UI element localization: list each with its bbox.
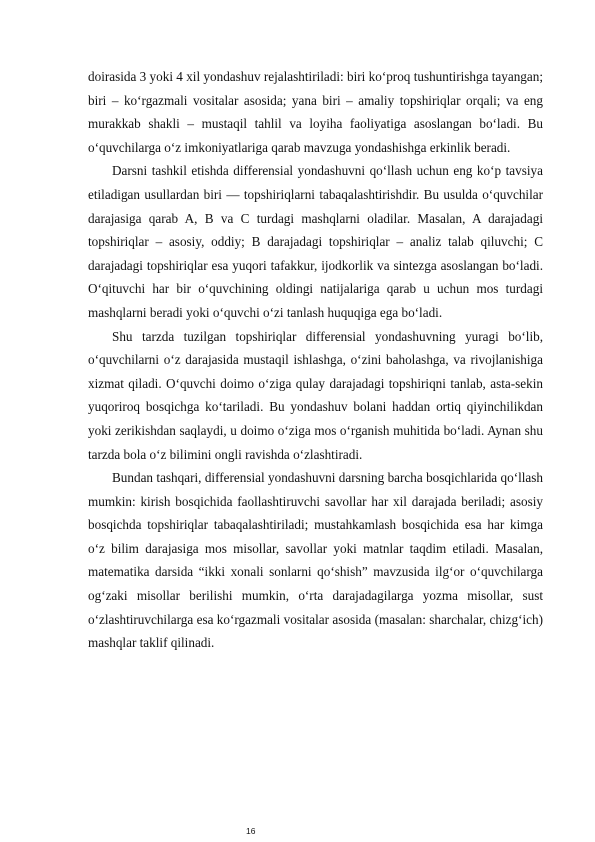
paragraph-4: Bundan tashqari, differensial yondashuvni darsning barcha bosqichlarida qo‘llash mumkin: kirish bosqichida faollashtiruvchi savollar har xil darajada beriladi; asosiy bosqichda topshiriqlar tabaqalashtiriladi; mustahkamlash bosqichida esa har kimga o‘z bilim darajasiga mos misollar, savollar yoki matnlar taqdim etiladi. Masalan, matematika darsida “ikki xonali sonlarni qo‘shish” mavzusida ilg‘or o‘quvchilarga og‘zaki misollar berilishi mumkin, o‘rta darajadagilarga yozma misollar, sust o‘zlashtiruvchilarga esa ko‘rgazmali vositalar asosida (masalan: sharchalar, chizg‘ich) mashqlar taklif qilinadi. (88, 470, 543, 651)
document-page (88, 65, 543, 655)
paragraph-3: Shu tarzda tuzilgan topshiriqlar differensial yondashuvning yuragi bo‘lib, o‘quvchilarni o‘z darajasida mustaqil ishlashga, o‘zini baholashga, va rivojlanishiga xizmat qiladi. O‘quvchi doimo o‘ziga qulay darajadagi topshiriqni tanlab, asta-sekin yuqoriroq bosqichga ko‘tariladi. Bu yondashuv bolani haddan ortiq qiyinchilikdan yoki zerikishdan saqlaydi, u doimo o‘ziga mos o‘rganish muhitida bo‘ladi. Aynan shu tarzda bola o‘z bilimini ongli ravishda o‘zlashtiradi. (88, 328, 543, 462)
page-number: 16 (246, 826, 256, 836)
paragraph-1: doirasida 3 yoki 4 xil yondashuv rejalashtiriladi: biri ko‘proq tushuntirishga tayangan; biri – ko‘rgazmali vositalar asosida; yana biri – amaliy topshiriqlar orqali; va eng murakkab shakli – mustaqil tahlil va loyiha faoliyatiga asoslangan bo‘ladi. Bu o‘quvchilarga o‘z imkoniyatlariga qarab mavzuga yondashishga erkinlik beradi. (88, 69, 543, 155)
paragraph-2: Darsni tashkil etishda differensial yondashuvni qo‘llash uchun eng ko‘p tavsiya etiladigan usullardan biri — topshiriqlarni tabaqalashtirishdir. Bu usulda o‘quvchilar darajasiga qarab A, B va C turdagi mashqlarni oladilar. Masalan, A darajadagi topshiriqlar – asosiy, oddiy; B darajadagi topshiriqlar – analiz talab qiluvchi; C darajadagi topshiriqlar esa yuqori tafakkur, ijodkorlik va sintezga asoslangan bo‘ladi. O‘qituvchi har bir o‘quvchining oldingi natijalariga qarab u uchun mos turdagi mashqlarni beradi yoki o‘quvchi o‘zi tanlash huquqiga ega bo‘ladi. (88, 163, 543, 320)
